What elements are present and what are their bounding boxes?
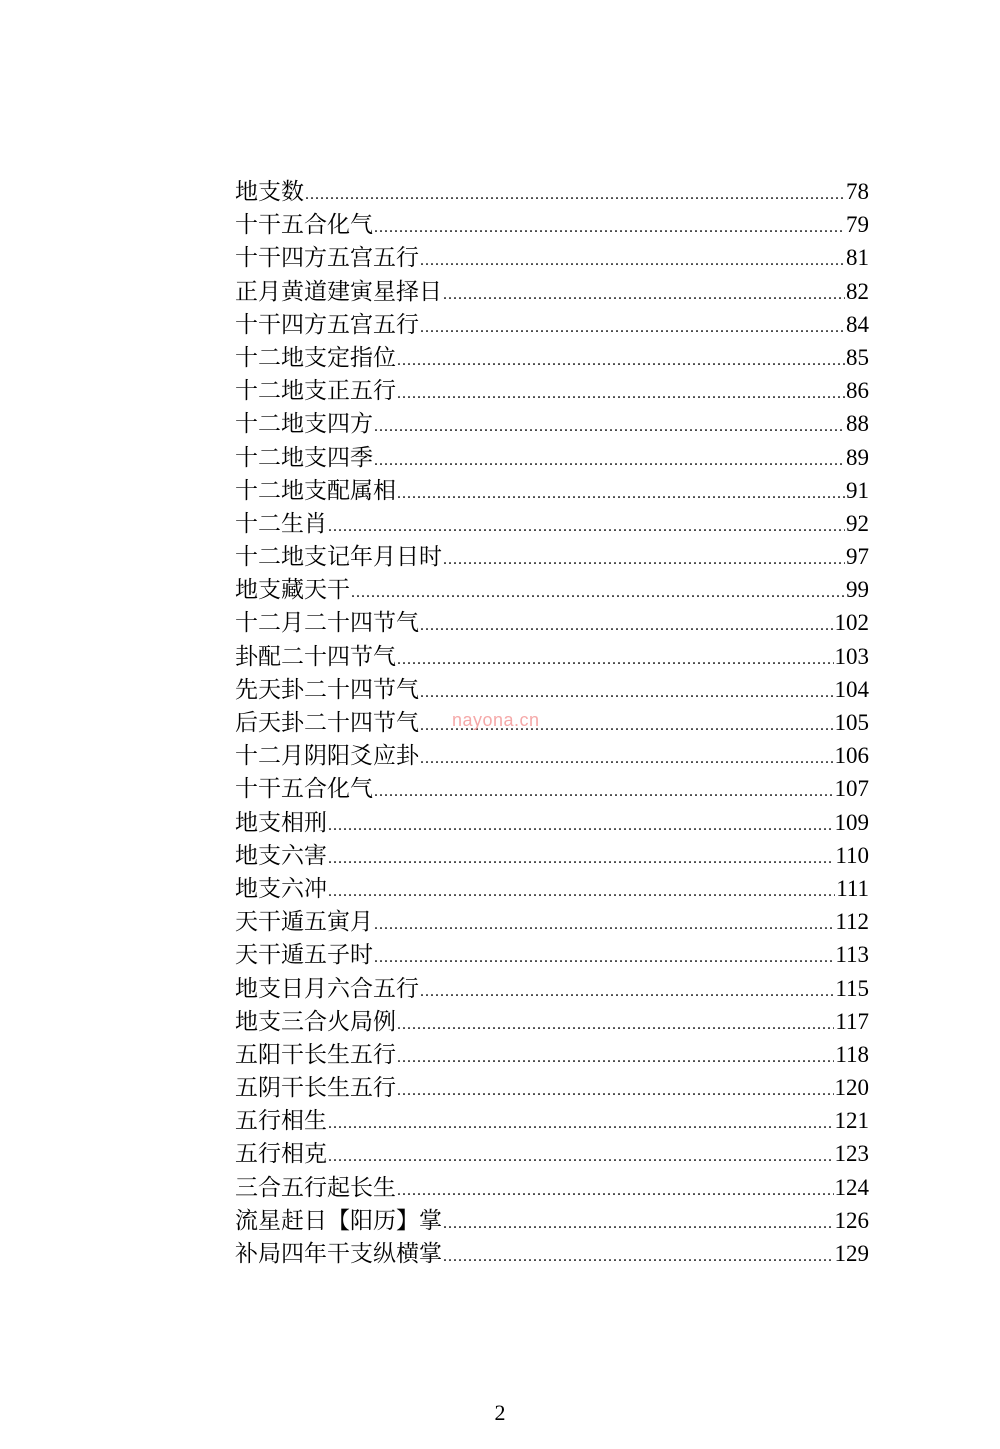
toc-entry[interactable]: [235, 806, 869, 839]
toc-entry-page: 109: [834, 809, 869, 835]
toc-entry[interactable]: [235, 1038, 869, 1071]
page-number: 2: [494, 1400, 506, 1425]
toc-dot-leader: [305, 178, 845, 211]
toc-entry-title: 地支相刑: [235, 809, 327, 836]
toc-entry-page: 129: [834, 1241, 869, 1266]
toc-dot-leader: [420, 676, 834, 709]
toc-entry-page: 104: [834, 676, 869, 702]
toc-entry-title: 十二地支定指位: [235, 344, 396, 371]
watermark-text: nayona.cn: [452, 710, 540, 730]
toc-dot-leader: [328, 875, 835, 908]
toc-entry-title: 十干四方五宫五行: [235, 245, 419, 272]
toc-entry-page: 86: [846, 378, 869, 404]
toc-entry-page: 78: [846, 179, 869, 204]
toc-dot-leader: [397, 1041, 834, 1074]
toc-dot-leader: [351, 576, 845, 609]
toc-entry-title: 先天卦二十四节气: [235, 676, 419, 703]
toc-dot-leader: [420, 244, 845, 277]
toc-entry-title: 地支六害: [235, 842, 327, 869]
toc-dot-leader: [328, 1107, 834, 1140]
toc-entry-page: 123: [834, 1141, 869, 1167]
toc-entry[interactable]: [235, 175, 869, 208]
toc-entry[interactable]: [235, 606, 869, 639]
toc-entry-page: 118: [835, 1041, 869, 1067]
toc-entry-page: 126: [834, 1207, 869, 1233]
toc-entry-title: 五阴干长生五行: [235, 1075, 396, 1102]
toc-entry[interactable]: [235, 1005, 869, 1038]
toc-entry-title: 十二月阴阳爻应卦: [235, 743, 419, 770]
toc-entry[interactable]: [235, 241, 869, 274]
toc-dot-leader: [374, 775, 834, 808]
toc-dot-leader: [397, 477, 845, 510]
toc-dot-leader: [397, 344, 845, 377]
toc-entry-title: 地支日月六合五行: [235, 975, 419, 1002]
toc-entry-title: 五阳干长生五行: [235, 1041, 396, 1068]
toc-dot-leader: [420, 609, 834, 642]
toc-entry-title: 地支藏天干: [235, 577, 350, 604]
toc-entry-page: 120: [834, 1075, 869, 1101]
toc-entry-title: 天干遁五子时: [235, 942, 373, 969]
toc-dot-leader: [397, 377, 845, 410]
toc-entry[interactable]: [235, 1104, 869, 1137]
toc-entry[interactable]: [235, 275, 869, 308]
toc-entry-title: 地支数: [235, 179, 304, 205]
toc-entry-title: 地支六冲: [235, 875, 327, 902]
toc-entry[interactable]: [235, 706, 869, 739]
toc-entry-title: 十二地支配属相: [235, 477, 396, 504]
toc-entry-title: 流星赶日【阳历】掌: [235, 1207, 442, 1234]
toc-dot-leader: [420, 311, 845, 344]
toc-dot-leader: [328, 510, 845, 543]
toc-entry-title: 地支三合火局例: [235, 1008, 396, 1035]
toc-entry-page: 113: [835, 942, 869, 968]
toc-entry-title: 五行相生: [235, 1108, 327, 1135]
toc-entry-title: 十二地支四季: [235, 444, 373, 471]
toc-entry-title: 后天卦二十四节气: [235, 710, 419, 736]
toc-dot-leader: [420, 975, 834, 1008]
toc-entry-page: 91: [846, 477, 869, 503]
toc-entry-title: 十二月二十四节气: [235, 610, 419, 637]
toc-entry[interactable]: [235, 739, 869, 772]
toc-dot-leader: [397, 1008, 834, 1041]
toc-dot-leader: [374, 410, 845, 443]
toc-entry-title: 天干遁五寅月: [235, 909, 373, 936]
toc-entry-title: 十干五合化气: [235, 776, 373, 803]
toc-entry-page: 81: [846, 245, 869, 271]
toc-entry-page: 112: [835, 909, 869, 935]
toc-entry[interactable]: [235, 1171, 869, 1204]
toc-entry-page: 107: [834, 776, 869, 802]
toc-entry-page: 115: [835, 975, 869, 1001]
toc-entry[interactable]: [235, 208, 869, 241]
toc-entry-title: 十二地支记年月日时: [235, 544, 442, 571]
toc-entry-title: 十二地支四方: [235, 411, 373, 438]
toc-entry-page: 84: [846, 311, 869, 337]
toc-entry[interactable]: [235, 872, 869, 905]
toc-entry-page: 103: [834, 643, 869, 669]
toc-entry[interactable]: [235, 972, 869, 1005]
toc-entry-page: 111: [836, 875, 869, 901]
toc-entry-page: 92: [846, 510, 869, 536]
toc-entry[interactable]: [235, 1237, 869, 1270]
toc-entry-title: 五行相克: [235, 1141, 327, 1168]
toc-entry-title: 十干五合化气: [235, 212, 373, 239]
toc-entry-page: 88: [846, 411, 869, 437]
toc-dot-leader: [374, 211, 845, 244]
toc-dot-leader: [443, 543, 845, 576]
toc-entry-page: 79: [846, 212, 869, 238]
toc-entry[interactable]: [235, 1204, 869, 1237]
toc-entry-page: 97: [846, 544, 869, 570]
toc-entry[interactable]: [235, 640, 869, 673]
toc-dot-leader: [397, 643, 834, 676]
toc-entry-title: 十二地支正五行: [235, 378, 396, 405]
toc-entry[interactable]: [235, 839, 869, 872]
toc-entry-page: 99: [846, 577, 869, 603]
toc-entry[interactable]: [235, 1137, 869, 1170]
toc-entry-title: 卦配二十四节气: [235, 643, 396, 670]
toc-entry[interactable]: [235, 308, 869, 341]
toc-entry-page: 102: [834, 610, 869, 636]
toc-entry-title: 三合五行起长生: [235, 1174, 396, 1201]
toc-dot-leader: [374, 941, 834, 974]
toc-entry-page: 124: [834, 1174, 869, 1200]
toc-dot-leader: [374, 444, 845, 477]
toc-entry-page: 117: [835, 1008, 869, 1034]
toc-entry-page: 89: [846, 444, 869, 470]
toc-entry-page: 121: [834, 1108, 869, 1134]
toc-entry[interactable]: [235, 673, 869, 706]
toc-dot-leader: [374, 908, 834, 941]
toc-entry-page: 106: [834, 743, 869, 769]
toc-entry-page: 105: [834, 710, 869, 735]
toc-entry[interactable]: [235, 905, 869, 938]
toc-entry[interactable]: [235, 474, 869, 507]
toc-entry[interactable]: [235, 540, 869, 573]
toc-dot-leader: [443, 1207, 834, 1240]
toc-entry[interactable]: [235, 407, 869, 440]
toc-entry[interactable]: [235, 573, 869, 606]
toc-dot-leader: [328, 842, 834, 875]
toc-entry-title: 十干四方五宫五行: [235, 311, 419, 338]
toc-dot-leader: [397, 1074, 834, 1107]
toc-entry-page: 110: [835, 842, 869, 868]
toc-dot-leader: [420, 742, 834, 775]
toc-dot-leader: [328, 1140, 834, 1173]
toc-entry[interactable]: [235, 1071, 869, 1104]
toc-entry-title: 正月黄道建寅星择日: [235, 278, 442, 305]
table-of-contents: [235, 175, 869, 1270]
toc-entry-title: 补局四年干支纵横掌: [235, 1241, 442, 1267]
toc-dot-leader: [397, 1174, 834, 1207]
toc-dot-leader: [328, 809, 834, 842]
toc-entry[interactable]: [235, 441, 869, 474]
toc-entry[interactable]: [235, 374, 869, 407]
toc-dot-leader: [443, 1240, 834, 1273]
toc-entry[interactable]: [235, 772, 869, 805]
toc-entry-page: 82: [846, 278, 869, 304]
toc-entry-page: 85: [846, 344, 869, 370]
toc-entry[interactable]: [235, 507, 869, 540]
toc-entry[interactable]: [235, 341, 869, 374]
toc-dot-leader: [443, 278, 845, 311]
toc-entry-title: 十二生肖: [235, 510, 327, 537]
toc-entry[interactable]: [235, 938, 869, 971]
